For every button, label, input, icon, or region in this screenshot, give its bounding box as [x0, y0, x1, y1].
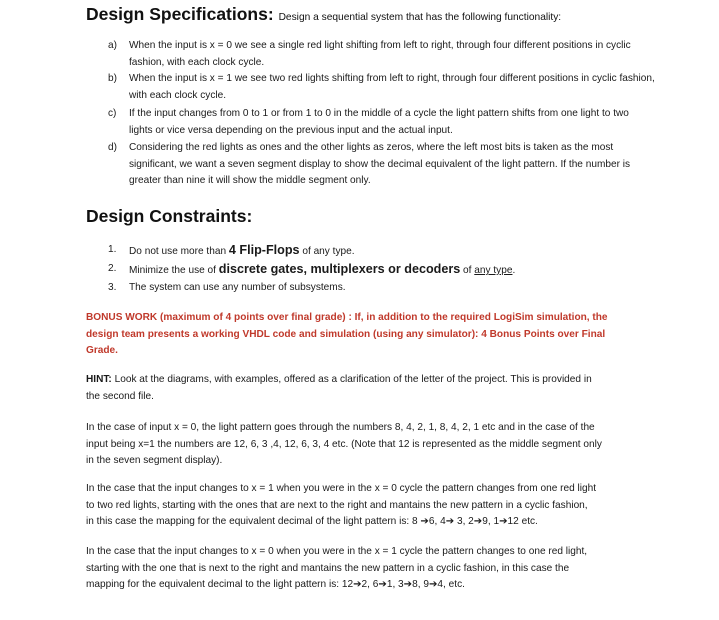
paragraph-line: In the case that the input changes to x = 1 when you were in the x = 0 cycle the pattern changes from one red light [86, 483, 597, 494]
constraint-item-label: 2. [108, 263, 117, 274]
paragraph-line: In the case of input x = 0, the light pattern goes through the numbers 8, 4, 2, 1, 8, 4, 2, 1 etc and in the case of the [86, 422, 595, 433]
hint-text: Look at the diagrams, with examples, offered as a clarification of the letter of the project. This is provided in [111, 374, 592, 385]
bonus-line-2: design team presents a working VHDL code and simulation (using any simulator): 4 Bonus Points over Final [86, 328, 606, 340]
constraint-emphasis: discrete gates, multiplexers or decoders [218, 262, 461, 276]
bonus-work-note [86, 310, 686, 360]
design-constraints-title: Design Constraints: [86, 206, 253, 226]
bonus-line-3: Grade. [86, 345, 118, 356]
constraint-text-post: . [512, 265, 516, 276]
spec-item-text: Considering the red lights as ones and the other lights as zeros, where the left most bits is taken as the most significant, we want a seven segment display to show the decimal equivalent of the light pattern. If the number is greater than nine it will show the middle segment only. [129, 142, 631, 186]
constraint-item-3 [108, 280, 668, 299]
constraint-item-label: 1. [108, 244, 117, 255]
paragraph-line: input being x=1 the numbers are 12, 6, 3 ,4, 12, 6, 3, 4 etc. (Note that 12 is represented as the middle segment only [86, 438, 602, 450]
paragraph-x0-to-x1 [86, 481, 696, 531]
spec-item-label: c) [108, 108, 117, 119]
constraint-item-text: The system can use any number of subsystems. [129, 282, 346, 293]
constraint-item-label: 3. [108, 282, 117, 293]
constraint-text-pre: Do not use more than [129, 246, 229, 257]
spec-item-label: b) [108, 73, 117, 84]
constraint-item-text [129, 242, 355, 261]
spec-item-b [108, 71, 668, 106]
constraint-underlined-text: any type [474, 265, 513, 276]
spec-item-d [108, 140, 668, 190]
paragraph-line: in the seven segment display). [86, 455, 223, 466]
spec-item-label: a) [108, 40, 117, 51]
design-specifications-title: Design Specifications: [86, 4, 274, 24]
paragraph-line: in this case the mapping for the equivalent decimal of the light pattern is: 8 ➔6, 4➔ 3, 2➔9, 1➔12 etc. [86, 516, 538, 527]
spec-item-text: When the input is x = 0 we see a single red light shifting from left to right, through four different positions in cyclic fashion, with each clock cycle. [129, 40, 631, 68]
spec-item-a [108, 38, 668, 71]
paragraph-line: mapping for the equivalent decimal to the light pattern is: 12➔2, 6➔1, 3➔8, 9➔4, etc. [86, 579, 465, 590]
spec-list [108, 38, 668, 190]
paragraph-line: to two red lights, starting with the ones that are next to the right and mantains the new pattern in a cyclic fashion, [86, 499, 588, 511]
hint-label: HINT: [86, 374, 112, 385]
design-specifications-heading [86, 3, 561, 29]
hint-paragraph [86, 372, 686, 405]
constraint-text-mid: of [460, 265, 475, 276]
spec-item-c [108, 106, 668, 140]
constraints-list [108, 242, 668, 299]
paragraph-line: starting with the one that is next to the right and mantains the new pattern in a cyclic fashion, in this case the [86, 562, 570, 574]
constraint-emphasis: 4 Flip-Flops [228, 243, 300, 257]
constraint-item-1 [108, 242, 668, 261]
design-specifications-subtitle: Design a sequential system that has the following functionality: [278, 12, 562, 23]
hint-line-2: the second file. [86, 390, 154, 402]
bonus-line-1: BONUS WORK (maximum of 4 points over final grade) : If, in addition to the required LogiSim simulation, the [86, 312, 608, 323]
paragraph-x1-to-x0 [86, 544, 696, 594]
paragraph-line: In the case that the input changes to x = 0 when you were in the x = 1 cycle the pattern changes to one red light, [86, 546, 588, 557]
hint-line-1 [86, 372, 686, 389]
spec-item-label: d) [108, 142, 117, 153]
constraint-text-post: of any type. [299, 246, 355, 257]
spec-item-text: When the input is x = 1 we see two red lights shifting from left to right, through four different positions in cyclic fashion, with each clock cycle. [129, 73, 655, 101]
constraint-item-text [129, 261, 515, 280]
paragraph-sequences [86, 420, 696, 470]
constraint-item-2 [108, 261, 668, 280]
spec-item-text: If the input changes from 0 to 1 or from 1 to 0 in the middle of a cycle the light pattern shifts from one light to two lights or vice versa depending on the previous input and the actual input. [129, 108, 629, 136]
constraint-text-pre: Minimize the use of [129, 265, 219, 276]
